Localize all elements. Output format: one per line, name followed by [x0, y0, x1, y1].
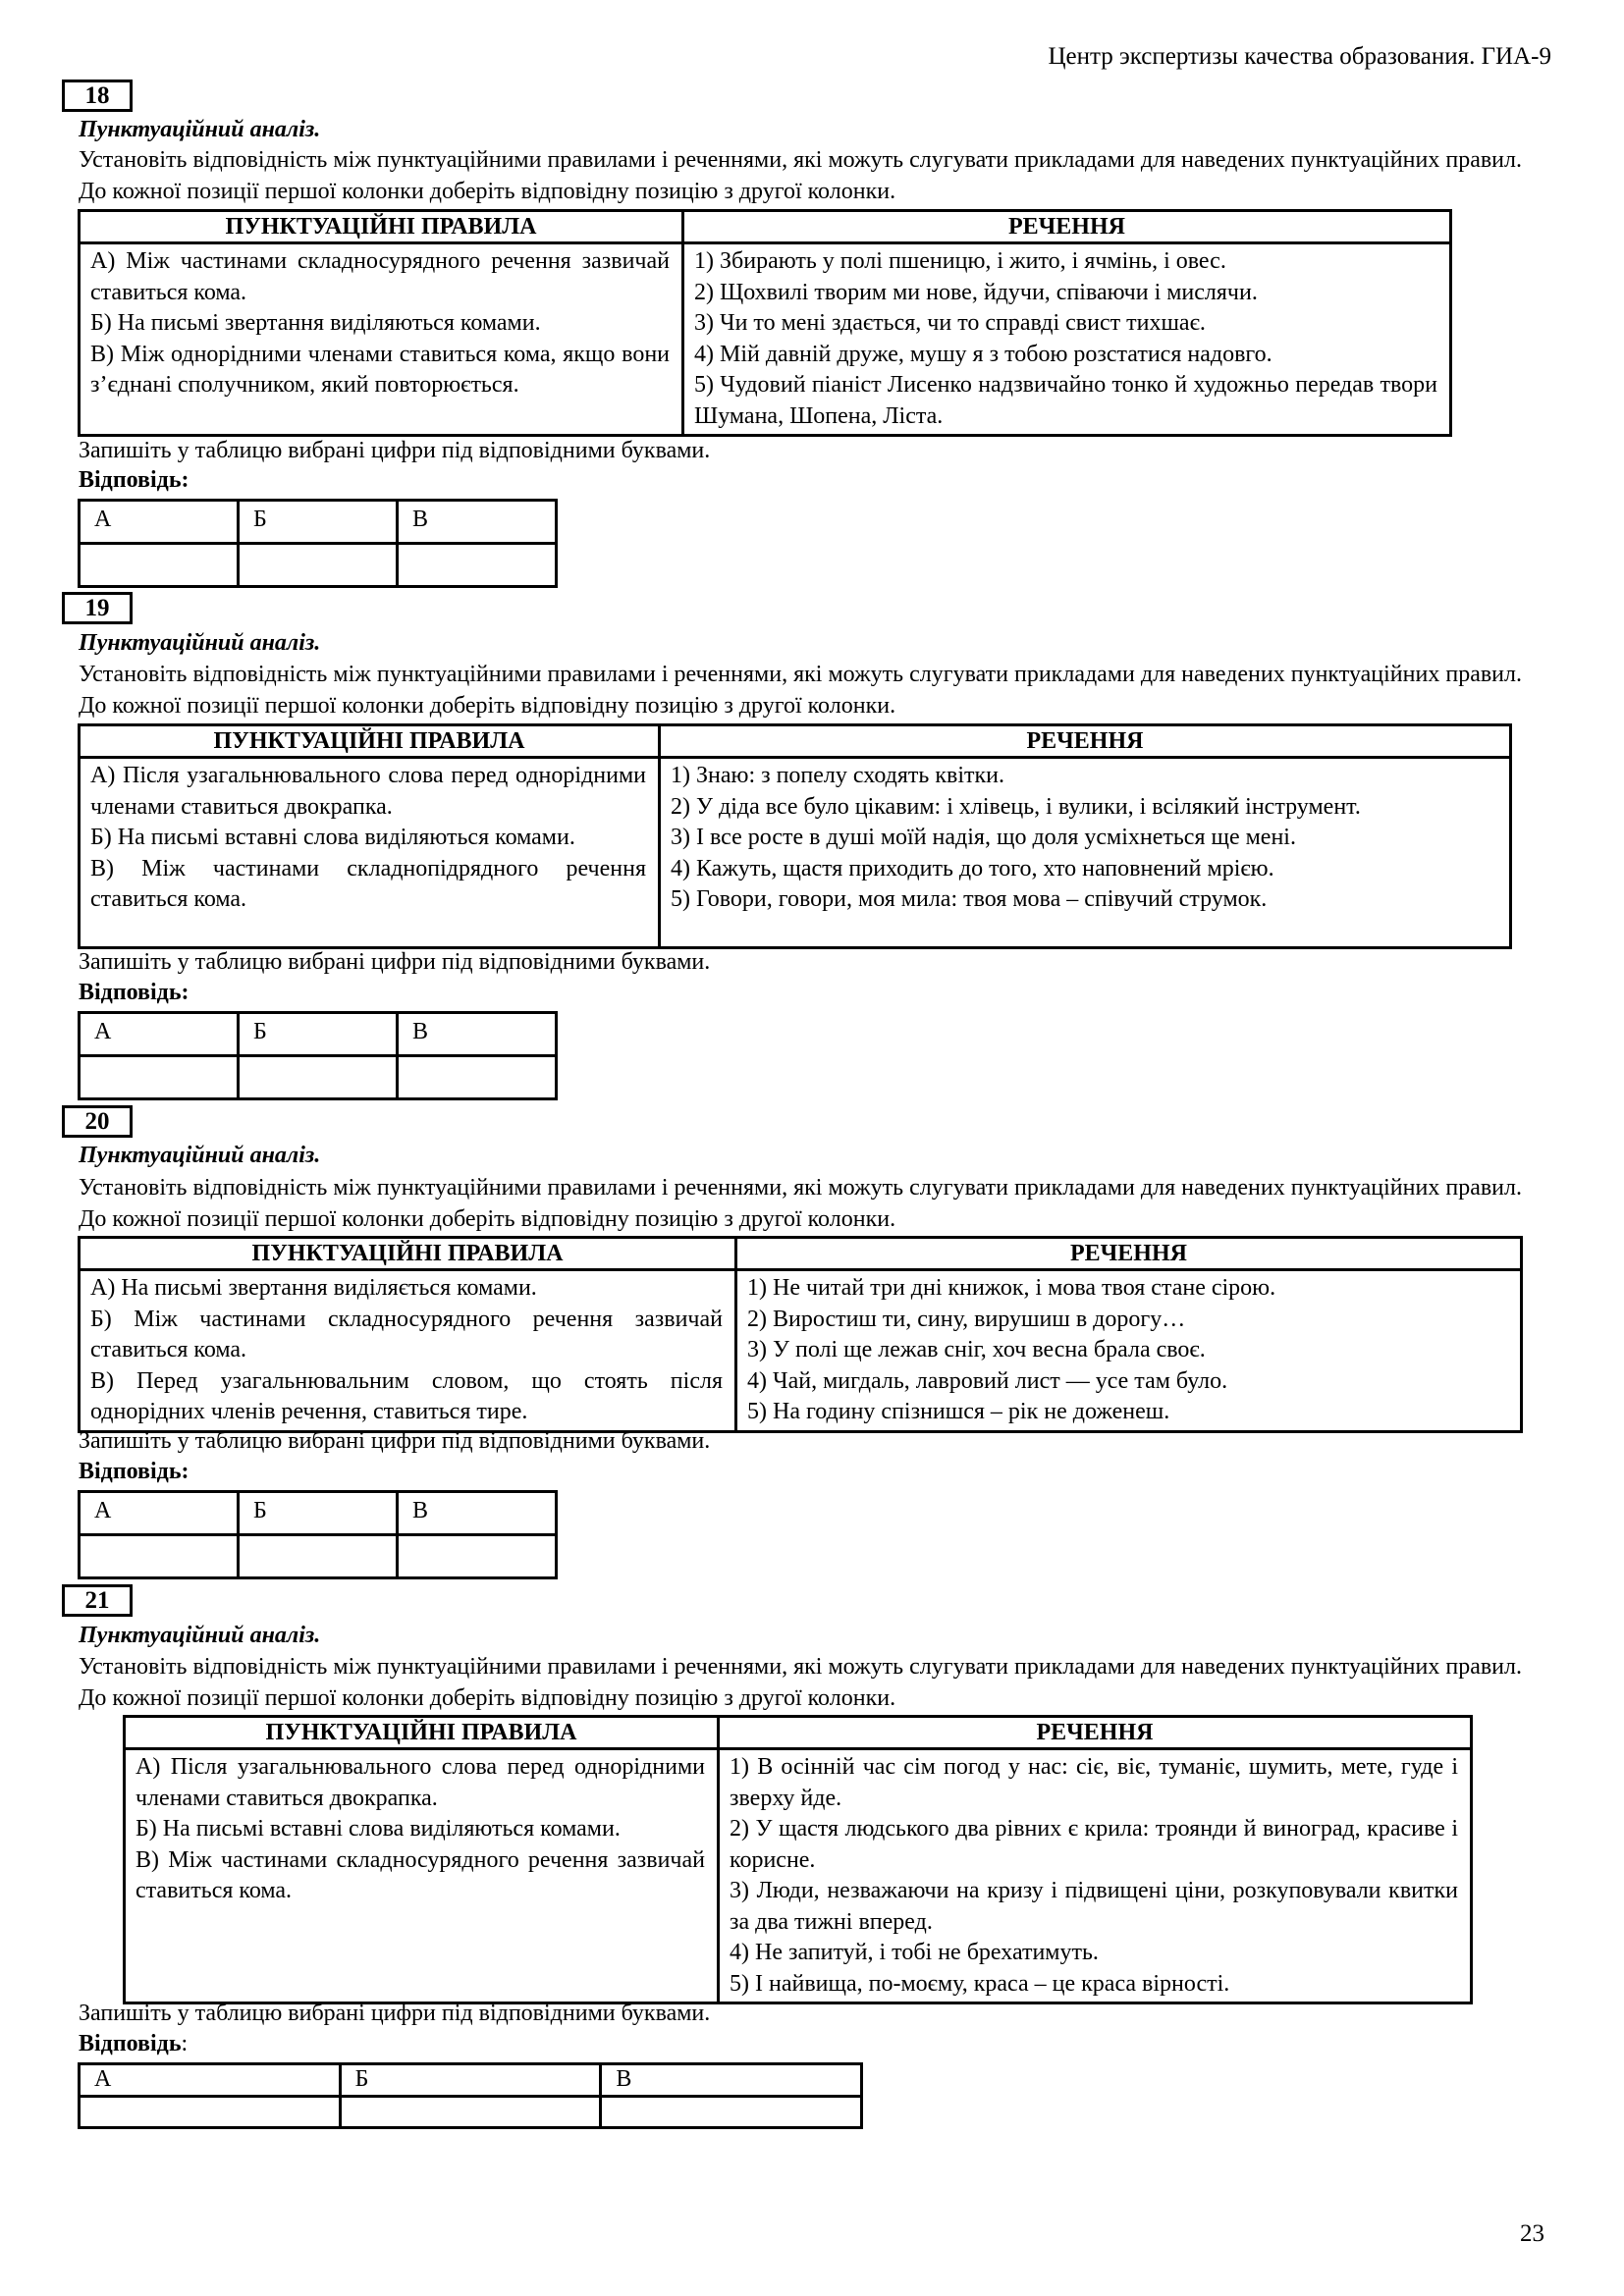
- sentence-5: 5) Чудовий піаніст Лисенко надзвичайно тонко й художньо передав твори Шумана, Шопена, Ліста.: [694, 372, 1437, 429]
- sentence-2: 2) Щохвилі творим ми нове, йдучи, співаючи і мислячи.: [694, 279, 1258, 305]
- sentence-1: 1) Не читай три дні книжок, і мова твоя стане сірою.: [747, 1275, 1276, 1301]
- answer-input-a[interactable]: [80, 1056, 239, 1099]
- rule-b: Б) Між частинами складносурядного речення зазвичай ставиться кома.: [90, 1306, 723, 1362]
- rules-column-header: ПУНКТУАЦІЙНІ ПРАВИЛА: [80, 211, 683, 243]
- page-number: 23: [1520, 2220, 1544, 2247]
- answer-input-c[interactable]: [398, 1056, 557, 1099]
- answer-table: [78, 499, 558, 588]
- sentences-cell: [719, 1749, 1472, 2003]
- sentence-3: 3) У полі ще лежав сніг, хоч весна брала своє.: [747, 1337, 1206, 1362]
- sentence-3: 3) І все росте в душі моїй надія, що доля усміхнеться ще мені.: [671, 825, 1296, 850]
- matching-table: [78, 209, 1452, 437]
- task-title: Пунктуаційний аналіз.: [79, 630, 321, 656]
- answer-letter-a: А: [80, 1492, 239, 1535]
- answer-letter-b: Б: [239, 1492, 398, 1535]
- sentences-column-header: РЕЧЕННЯ: [719, 1717, 1472, 1749]
- answer-label-colon: :: [181, 980, 189, 1005]
- matching-table: [123, 1715, 1473, 2004]
- answer-table: [78, 2062, 863, 2129]
- answer-letter-c: В: [398, 1013, 557, 1056]
- rules-column-header: ПУНКТУАЦІЙНІ ПРАВИЛА: [80, 1238, 736, 1270]
- answer-input-a[interactable]: [80, 544, 239, 587]
- rules-cell: [80, 1270, 736, 1432]
- answer-input-a[interactable]: [80, 2097, 341, 2128]
- answer-input-a[interactable]: [80, 1535, 239, 1578]
- answer-letter-a: А: [80, 501, 239, 544]
- answer-letter-b: Б: [239, 1013, 398, 1056]
- sentence-1: 1) Збирають у полі пшеницю, і жито, і ячмінь, і овес.: [694, 248, 1226, 274]
- rules-column-header: ПУНКТУАЦІЙНІ ПРАВИЛА: [125, 1717, 719, 1749]
- answer-letter-b: Б: [340, 2064, 601, 2097]
- write-note: Запишіть у таблицю вибрані цифри під відповідними буквами.: [79, 1428, 711, 1454]
- answer-letter-b: Б: [239, 501, 398, 544]
- answer-letter-a: А: [80, 1013, 239, 1056]
- answer-input-b[interactable]: [340, 2097, 601, 2128]
- task-instruction: Установіть відповідність між пунктуаційними правилами і реченнями, які можуть слугувати прикладами для наведених пунктуаційних правил. До кожної позиції першої колонки доберіть відповідну позицію з другої колонки.: [79, 662, 1522, 719]
- answer-label-text: Відповідь: [79, 2031, 182, 2056]
- task-number-box: 20: [62, 1105, 133, 1138]
- sentence-4: 4) Кажуть, щастя приходить до того, хто наповнений мрією.: [671, 855, 1274, 881]
- answer-input-b[interactable]: [239, 1535, 398, 1578]
- rules-column-header: ПУНКТУАЦІЙНІ ПРАВИЛА: [80, 725, 660, 758]
- answer-label-text: Відповідь: [79, 467, 182, 493]
- task-instruction: Установіть відповідність між пунктуаційними правилами і реченнями, які можуть слугувати прикладами для наведених пунктуаційних правил. До кожної позиції першої колонки доберіть відповідну позицію з другої колонки.: [79, 147, 1522, 204]
- sentence-3: 3) Чи то мені здається, чи то справді свист тихшає.: [694, 310, 1206, 336]
- task-title: Пунктуаційний аналіз.: [79, 1623, 321, 1648]
- sentence-5: 5) І найвища, по-моєму, краса – це краса вірності.: [730, 1970, 1230, 1997]
- sentence-4: 4) Не запитуй, і тобі не брехатимуть.: [730, 1940, 1099, 1965]
- answer-table: [78, 1490, 558, 1579]
- rules-cell: [80, 758, 660, 948]
- answer-label-colon: :: [181, 1459, 189, 1484]
- answer-letter-c: В: [398, 1492, 557, 1535]
- sentence-4: 4) Чай, мигдаль, лавровий лист — усе там було.: [747, 1367, 1228, 1394]
- sentences-column-header: РЕЧЕННЯ: [660, 725, 1511, 758]
- rule-c: В) Перед узагальнювальним словом, що стоять після однорідних членів речення, ставиться тире.: [90, 1367, 723, 1424]
- write-note: Запишіть у таблицю вибрані цифри під відповідними буквами.: [79, 438, 711, 463]
- rules-cell: [80, 243, 683, 436]
- task-number-box: 18: [62, 80, 133, 112]
- matching-table: [78, 1236, 1523, 1433]
- rule-c: В) Між частинами складносурядного речення зазвичай ставиться кома.: [135, 1846, 705, 1903]
- answer-input-c[interactable]: [398, 544, 557, 587]
- sentence-5: 5) На годину спізнишся – рік не доженеш.: [747, 1399, 1170, 1424]
- answer-letter-c: В: [398, 501, 557, 544]
- answer-letter-a: А: [80, 2064, 341, 2097]
- write-note: Запишіть у таблицю вибрані цифри під відповідними буквами.: [79, 2001, 711, 2026]
- rule-c: В) Між однорідними членами ставиться кома, якщо вони з’єднані сполучником, який повторюється.: [90, 341, 670, 398]
- sentence-3: 3) Люди, незважаючи на кризу і підвищені ціни, розкуповували квитки за два тижні вперед.: [730, 1878, 1458, 1935]
- sentence-2: 2) У діда все було цікавим: і хлівець, і вулики, і всілякий інструмент.: [671, 793, 1361, 820]
- rule-b: Б) На письмі вставні слова виділяються комами.: [135, 1816, 621, 1842]
- task-title: Пунктуаційний аналіз.: [79, 117, 321, 142]
- sentence-2: 2) Виростиш ти, сину, вирушиш в дорогу…: [747, 1306, 1186, 1332]
- rules-cell: [125, 1749, 719, 2003]
- rule-a: А) Між частинами складносурядного речення зазвичай ставиться кома.: [90, 248, 670, 305]
- answer-label: [79, 980, 189, 1006]
- sentences-cell: [736, 1270, 1522, 1432]
- rule-b: Б) На письмі вставні слова виділяються комами.: [90, 825, 575, 850]
- answer-label-text: Відповідь: [79, 980, 182, 1005]
- answer-input-c[interactable]: [398, 1535, 557, 1578]
- answer-input-c[interactable]: [601, 2097, 862, 2128]
- answer-label: [79, 2031, 188, 2057]
- rule-b: Б) На письмі звертання виділяються комами.: [90, 310, 541, 336]
- task-number-box: 19: [62, 592, 133, 624]
- rule-c: В) Між частинами складнопідрядного речення ставиться кома.: [90, 855, 646, 912]
- answer-label: [79, 467, 189, 494]
- sentence-1: 1) Знаю: з попелу сходять квітки.: [671, 763, 1004, 788]
- sentences-cell: [683, 243, 1451, 436]
- sentences-column-header: РЕЧЕННЯ: [736, 1238, 1522, 1270]
- answer-letter-c: В: [601, 2064, 862, 2097]
- answer-input-b[interactable]: [239, 544, 398, 587]
- sentences-column-header: РЕЧЕННЯ: [683, 211, 1451, 243]
- sentence-5: 5) Говори, говори, моя мила: твоя мова – співучий струмок.: [671, 886, 1268, 912]
- page-header: Центр экспертизы качества образования. ГИА-9: [1048, 43, 1551, 70]
- task-instruction: Установіть відповідність між пунктуаційними правилами і реченнями, які можуть слугувати прикладами для наведених пунктуаційних правил. До кожної позиції першої колонки доберіть відповідну позицію з другої колонки.: [79, 1175, 1522, 1232]
- answer-label: [79, 1459, 189, 1485]
- answer-input-b[interactable]: [239, 1056, 398, 1099]
- answer-label-text: Відповідь: [79, 1459, 182, 1484]
- sentence-1: 1) В осінній час сім погод у нас: сіє, віє, туманіє, шумить, мете, гуде і зверху йде.: [730, 1754, 1458, 1811]
- sentence-4: 4) Мій давній друже, мушу я з тобою розстатися надовго.: [694, 341, 1272, 367]
- sentences-cell: [660, 758, 1511, 948]
- write-note: Запишіть у таблицю вибрані цифри під відповідними буквами.: [79, 949, 711, 975]
- answer-label-colon: :: [181, 467, 189, 493]
- rule-a: А) На письмі звертання виділяється комами.: [90, 1275, 537, 1301]
- task-number-box: 21: [62, 1584, 133, 1617]
- answer-label-colon: :: [181, 2031, 189, 2056]
- task-title: Пунктуаційний аналіз.: [79, 1143, 321, 1168]
- rule-a: А) Після узагальнювального слова перед однорідними членами ставиться двокрапка.: [135, 1754, 705, 1811]
- rule-a: А) Після узагальнювального слова перед однорідними членами ставиться двокрапка.: [90, 763, 646, 820]
- matching-table: [78, 723, 1512, 949]
- sentence-2: 2) У щастя людського два рівних є крила: троянди й виноград, красиве і корисне.: [730, 1816, 1458, 1873]
- task-instruction: Установіть відповідність між пунктуаційними правилами і реченнями, які можуть слугувати прикладами для наведених пунктуаційних правил. До кожної позиції першої колонки доберіть відповідну позицію з другої колонки.: [79, 1654, 1522, 1711]
- answer-table: [78, 1011, 558, 1100]
